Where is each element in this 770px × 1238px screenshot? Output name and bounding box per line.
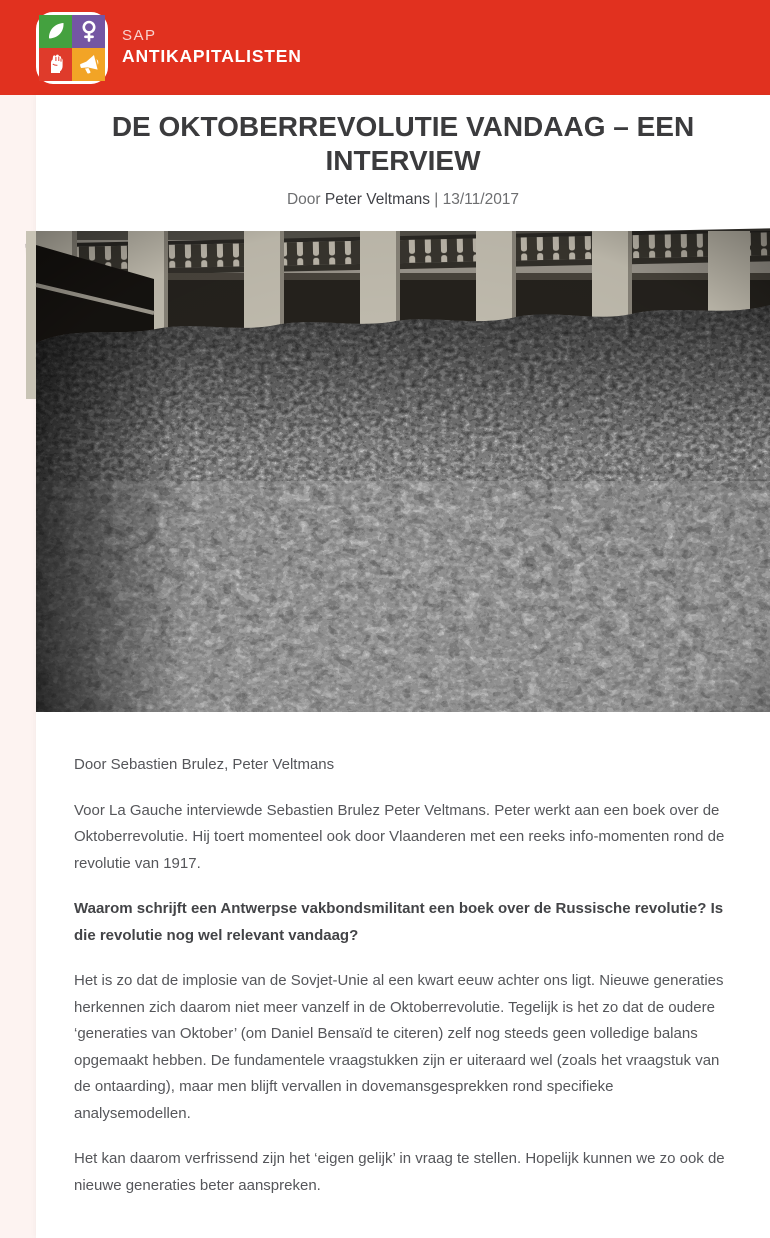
byline-prefix: Door: [286, 191, 321, 208]
article-body: [36, 712, 770, 1238]
crowd-photo-illustration: [36, 231, 770, 712]
paragraph-answer-2: Het kan daarom verfrissend zijn het ‘eigen gelijk’ in vraag te stellen. Hopelijk kunnen we zo ook de nieuwe generaties beter aanspreken.: [74, 1150, 725, 1194]
paragraph-authors: Door Sebastien Brulez, Peter Veltmans: [74, 756, 335, 773]
megaphone-icon: [72, 48, 105, 81]
paragraph-intro: Voor La Gauche interviewde Sebastien Brulez Peter Veltmans. Peter werkt aan een boek over de Oktoberrevolutie. Hij toert momenteel ook door Vlaanderen met een reeks info-momenten rond de revolutie van 1917.: [74, 801, 725, 872]
logo-icon: [36, 12, 108, 84]
logo-text-main: ANTIKAPITALISTEN: [122, 45, 302, 66]
paragraph-question: Waarom schrijft een Antwerpse vakbondsmilitant een boek over de Russische revolutie? Is die revolutie nog wel relevant vandaag?: [74, 900, 724, 944]
site-header: [0, 0, 770, 95]
article-byline: [36, 191, 770, 209]
fist-icon: [39, 48, 72, 81]
article-card: [36, 95, 770, 1238]
venus-icon: [72, 15, 105, 48]
logo-text-top: SAP: [122, 27, 157, 45]
hero-image: [36, 231, 770, 712]
byline-author[interactable]: Peter Veltmans: [324, 191, 430, 208]
byline-date: 13/11/2017: [442, 191, 520, 208]
logo-text: [122, 27, 302, 68]
article-title: DE OKTOBERREVOLUTIE VANDAAG – EEN INTERVIEW: [111, 111, 695, 176]
leaf-icon: [39, 15, 72, 48]
byline-separator: |: [434, 191, 439, 208]
paragraph-answer-1: Het is zo dat de implosie van de Sovjet-Unie al een kwart eeuw achter ons ligt. Nieuwe generaties herkennen zich daarom niet meer vanzelf in de Oktoberrevolutie. Tegelijk is het zo dat de oudere ‘generaties van Oktober’ (om Daniel Bensaïd te citeren) zelf nog steeds geen volledige balans opgemaakt hebben. De fundamentele vraagstukken zijn er uiteraard wel (zoals het vraagstuk van de ontaarding), maar men blijft vervallen in dovemansgesprekken rond specifieke analysemodellen.: [74, 972, 724, 1122]
site-logo[interactable]: [36, 12, 302, 84]
